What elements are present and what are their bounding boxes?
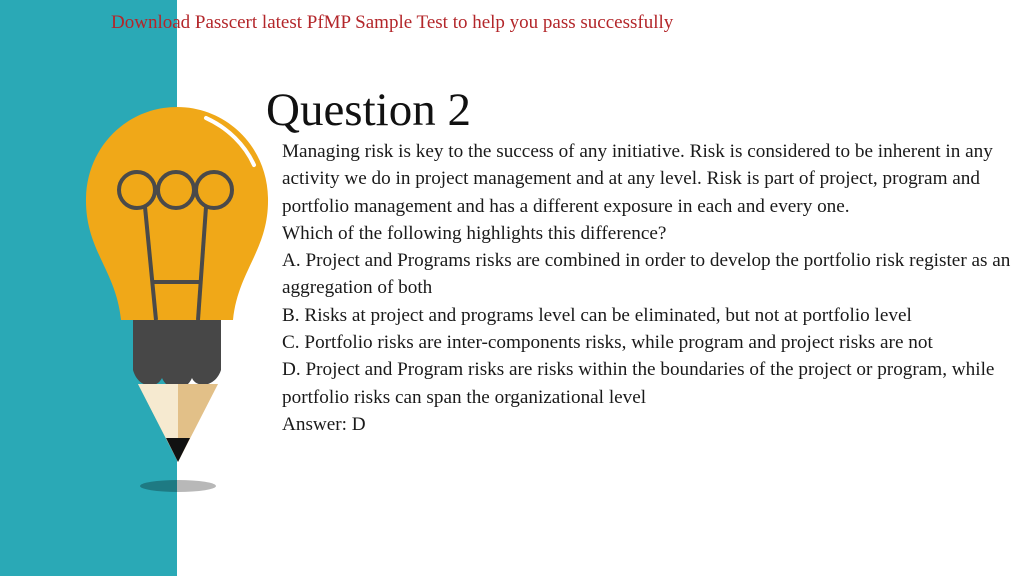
question-prompt: Which of the following highlights this difference? bbox=[282, 222, 667, 244]
promo-banner: Download Passcert latest PfMP Sample Test to help you pass successfully bbox=[111, 12, 674, 33]
option-c: C. Portfolio risks are inter-components risks, while program and project risks are not bbox=[282, 332, 933, 354]
page-title: Question 2 bbox=[266, 84, 471, 137]
question-body bbox=[282, 138, 1012, 438]
answer-text: Answer: D bbox=[282, 413, 366, 435]
lightbulb-pencil-icon bbox=[80, 100, 280, 500]
option-a: A. Project and Programs risks are combined in order to develop the portfolio risk register as an aggregation of both bbox=[282, 250, 1011, 299]
question-text: Managing risk is key to the success of any initiative. Risk is considered to be inherent in any activity we do in project management and at any level. Risk is part of project, program and portfolio management and has a different exposure in each and every one. bbox=[282, 141, 993, 217]
option-b: B. Risks at project and programs level can be eliminated, but not at portfolio level bbox=[282, 304, 912, 326]
option-d: D. Project and Program risks are risks within the boundaries of the project or program, while portfolio risks can span the organizational level bbox=[282, 359, 995, 408]
